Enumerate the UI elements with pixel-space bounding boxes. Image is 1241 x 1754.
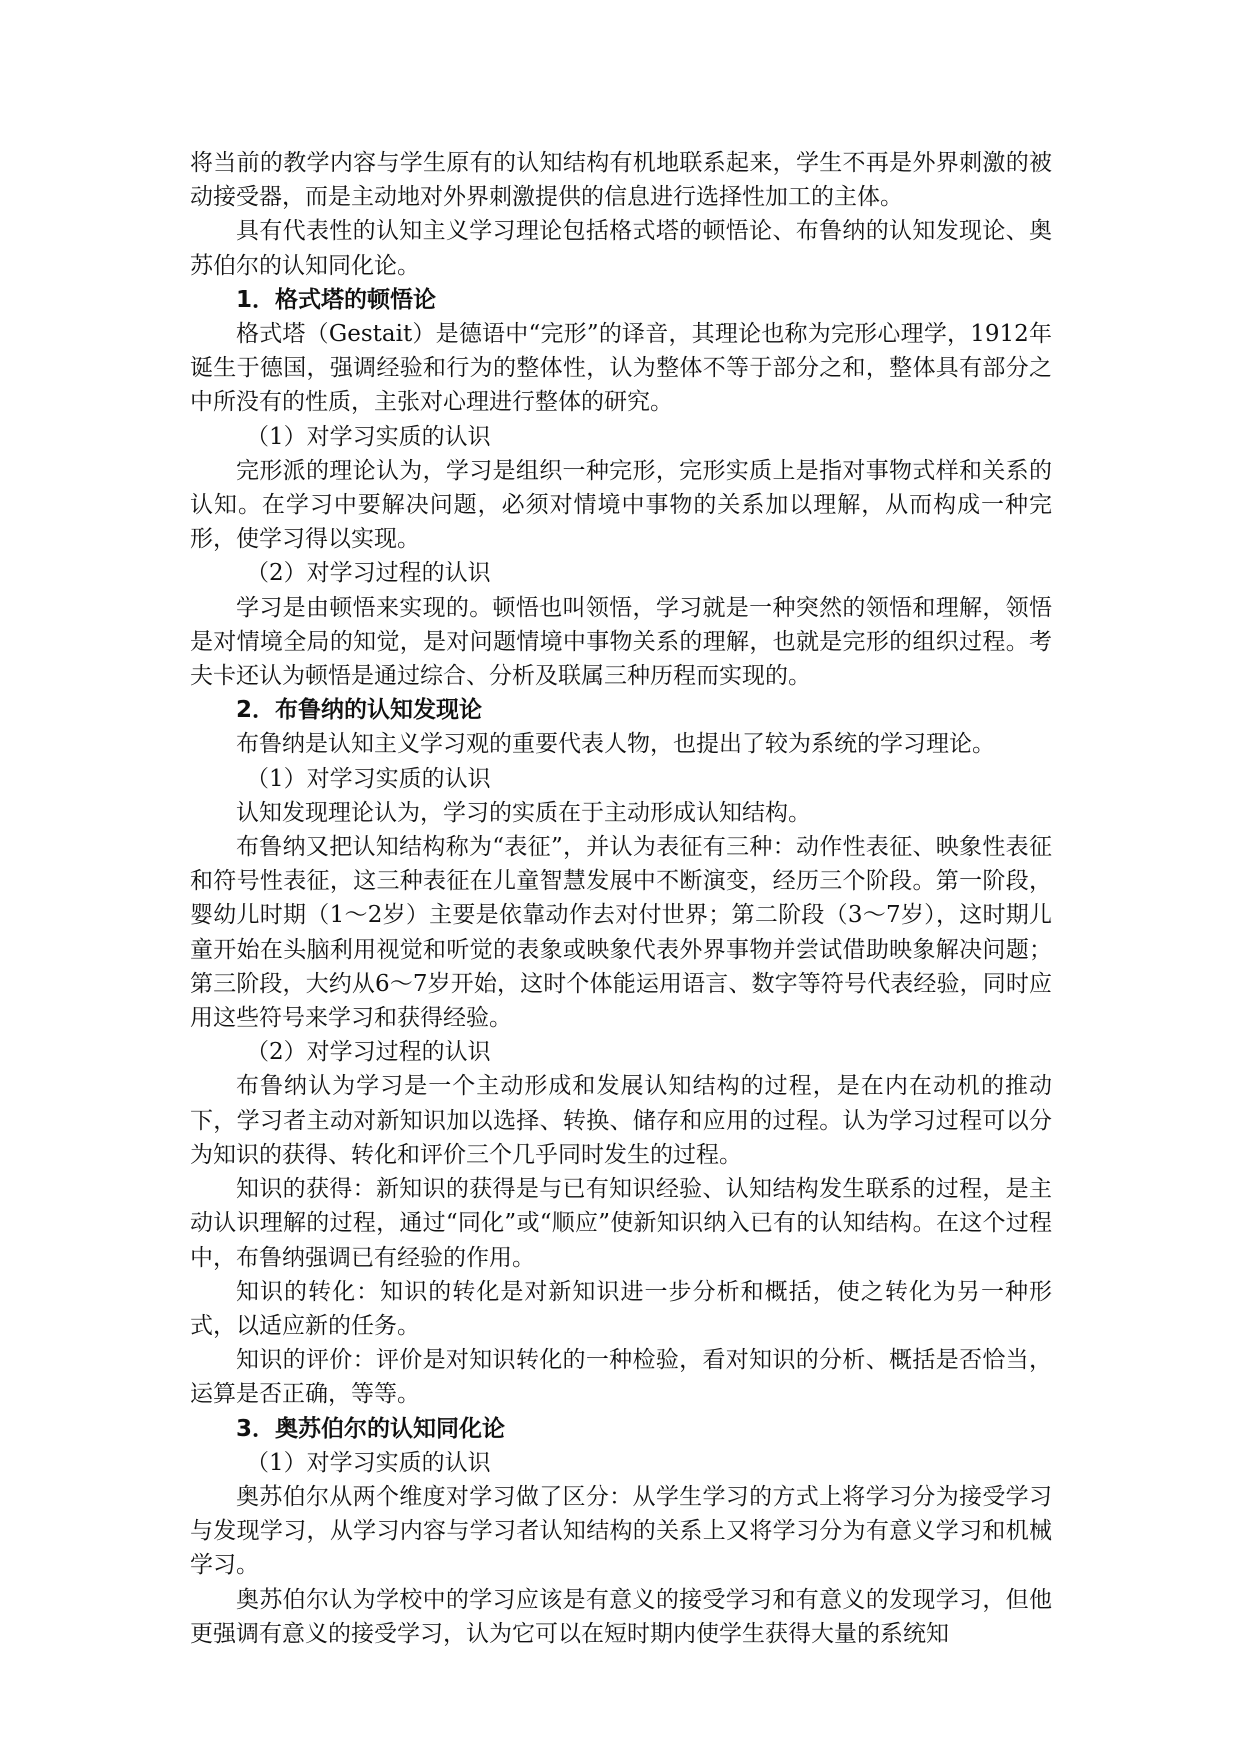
- subsection-heading: （1）对学习实质的认识: [246, 765, 491, 792]
- paragraph: 学习是由顿悟来实现的。顿悟也叫领悟，学习就是一种突然的领悟和理解，领悟是对情境全局的知觉，是对问题情境中事物关系的理解，也就是完形的组织过程。考夫卡还认为顿悟是通过综合、分析及联属三种历程而实现的。: [190, 594, 1052, 690]
- subsection-heading: （1）对学习实质的认识: [246, 423, 491, 450]
- paragraph: 知识的获得：新知识的获得是与已有知识经验、认知结构发生联系的过程，是主动认识理解的过程，通过“同化”或“顺应”使新知识纳入已有的认知结构。在这个过程中，布鲁纳强调已有经验的作用。: [190, 1176, 1052, 1271]
- section-heading: 3．奥苏伯尔的认知同化论: [236, 1415, 506, 1442]
- paragraph: 认知发现理论认为，学习的实质在于主动形成认知结构。: [236, 799, 811, 826]
- paragraph: 奥苏伯尔认为学校中的学习应该是有意义的接受学习和有意义的发现学习，但他更强调有意义的接受学习，认为它可以在短时期内使学生获得大量的系统知: [190, 1586, 1052, 1647]
- subsection-heading: （2）对学习过程的认识: [246, 1039, 491, 1066]
- paragraph: 将当前的教学内容与学生原有的认知结构有机地联系起来，学生不再是外界刺激的被动接受器，而是主动地对外界刺激提供的信息进行选择性加工的主体。: [190, 150, 1052, 211]
- paragraph: 格式塔（Gestait）是德语中“完形”的译音，其理论也称为完形心理学，1912年诞生于德国，强调经验和行为的整体性，认为整体不等于部分之和，整体具有部分之中所没有的性质，主张对心理进行整体的研究。: [190, 321, 1052, 416]
- section-heading: 1．格式塔的顿悟论: [236, 286, 437, 313]
- paragraph: 布鲁纳又把认知结构称为“表征”，并认为表征有三种：动作性表征、映象性表征和符号性表征，这三种表征在儿童智慧发展中不断演变，经历三个阶段。第一阶段，婴幼儿时期（1～2岁）主要是依靠动作去对付世界；第二阶段（3～7岁），这时期儿童开始在头脑利用视觉和听觉的表象或映象代表外界事物并尝试借助映象解决问题；第三阶段，大约从6～7岁开始，这时个体能运用语言、数字等符号代表经验，同时应用这些符号来学习和获得经验。: [190, 834, 1052, 1032]
- paragraph: 完形派的理论认为，学习是组织一种完形，完形实质上是指对事物式样和关系的认知。在学习中要解决问题，必须对情境中事物的关系加以理解，从而构成一种完形，使学习得以实现。: [190, 457, 1052, 553]
- subsection-heading: （1）对学习实质的认识: [246, 1449, 491, 1476]
- paragraph: 布鲁纳认为学习是一个主动形成和发展认知结构的过程，是在内在动机的推动下，学习者主动对新知识加以选择、转换、储存和应用的过程。认为学习过程可以分为知识的获得、转化和评价三个几乎同时发生的过程。: [190, 1073, 1052, 1168]
- subsection-heading: （2）对学习过程的认识: [246, 560, 491, 587]
- paragraph: 布鲁纳是认知主义学习观的重要代表人物，也提出了较为系统的学习理论。: [236, 731, 995, 758]
- paragraph: 知识的转化：知识的转化是对新知识进一步分析和概括，使之转化为另一种形式，以适应新的任务。: [190, 1278, 1052, 1339]
- document-body: [190, 146, 1052, 1651]
- paragraph: 具有代表性的认知主义学习理论包括格式塔的顿悟论、布鲁纳的认知发现论、奥苏伯尔的认知同化论。: [190, 218, 1052, 279]
- section-heading: 2．布鲁纳的认知发现论: [236, 697, 483, 724]
- paragraph: 知识的评价：评价是对知识转化的一种检验，看对知识的分析、概括是否恰当，运算是否正确，等等。: [190, 1347, 1052, 1408]
- paragraph: 奥苏伯尔从两个维度对学习做了区分：从学生学习的方式上将学习分为接受学习与发现学习，从学习内容与学习者认知结构的关系上又将学习分为有意义学习和机械学习。: [190, 1483, 1052, 1579]
